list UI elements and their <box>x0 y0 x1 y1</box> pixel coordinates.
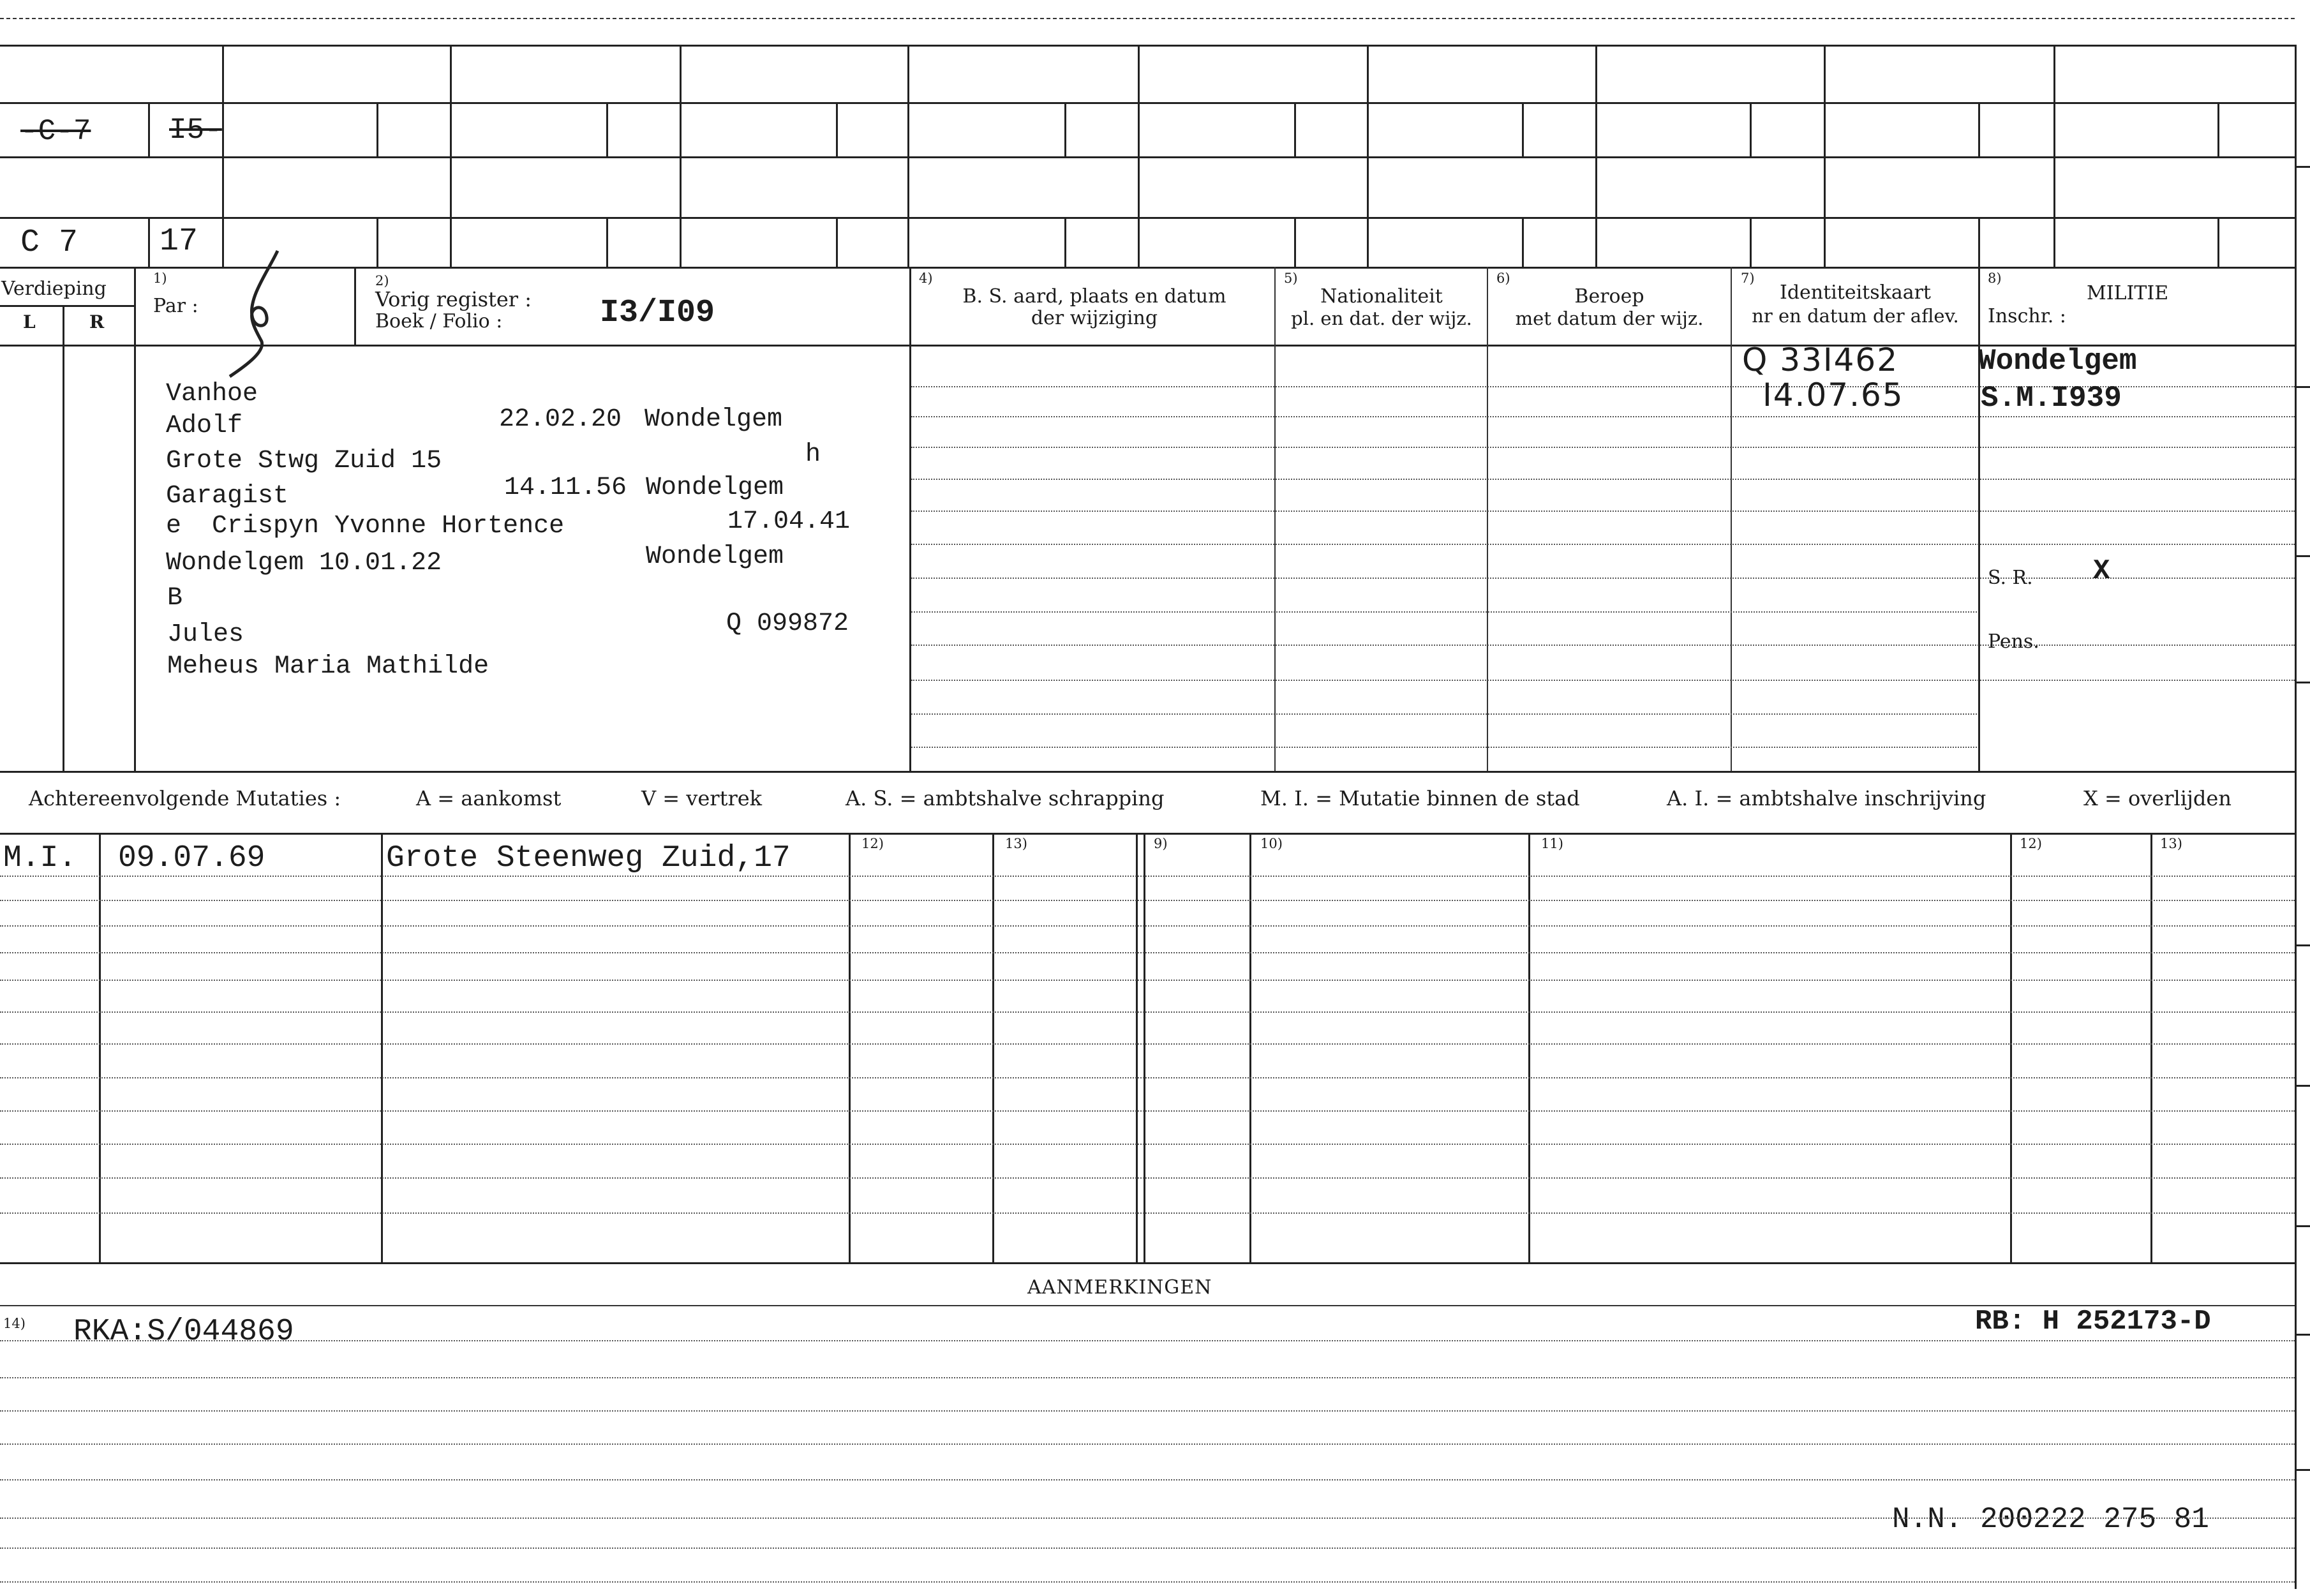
residence-date: 14.11.56 <box>504 474 627 502</box>
first-name: Adolf <box>166 412 243 440</box>
col5-header-line1: Nationaliteit <box>1320 285 1443 308</box>
row1-code: -C-7 <box>20 115 91 148</box>
col4-header-line1: B. S. aard, plaats en datum <box>962 285 1226 308</box>
remarks-rb: RB: H 252173-D <box>1975 1306 2211 1338</box>
row2-number: 17 <box>160 223 198 260</box>
legend-official-registration: A. I. = ambtshalve inschrijving <box>1667 786 1986 810</box>
mother-name: Meheus Maria Mathilde <box>167 652 489 681</box>
row2-code: C 7 <box>20 225 78 261</box>
boek-folio-label: Boek / Folio : <box>375 310 503 332</box>
mutation-entry-type: M.I. <box>3 841 77 876</box>
legend-internal-move: M. I. = Mutatie binnen de stad <box>1260 786 1580 810</box>
col7-header-line1: Identiteitskaart <box>1780 281 1931 304</box>
remarks-rka: RKA:S/044869 <box>73 1315 294 1349</box>
col8-number: 8) <box>1988 271 2002 286</box>
residence-place: Wondelgem <box>646 474 784 502</box>
identity-card-number: Q 33I462 <box>1742 341 1899 378</box>
remarks-title: AANMERKINGEN <box>1027 1276 1212 1299</box>
spouse-name: e Crispyn Yvonne Hortence <box>166 512 565 541</box>
legend-departure: V = vertrek <box>641 786 763 810</box>
sr-label: S. R. <box>1988 567 2033 589</box>
mut-col-11: 11) <box>1541 836 1563 851</box>
legend-official-removal: A. S. = ambtshalve schrapping <box>846 786 1165 810</box>
mut-col-12-right: 12) <box>2020 836 2042 851</box>
mut-col-12: 12) <box>861 836 884 851</box>
floor-l-label: L <box>23 311 36 332</box>
father-name: Jules <box>167 620 244 649</box>
birth-place: Wondelgem <box>645 405 783 434</box>
par-signature-mark <box>223 246 306 380</box>
vorig-register-label: Vorig register : <box>375 287 532 311</box>
legend-intro: Achtereenvolgende Mutaties : <box>29 786 341 810</box>
mut-col-13-right: 13) <box>2160 836 2182 851</box>
boek-folio-value: I3/I09 <box>600 295 715 331</box>
marriage-date: 17.04.41 <box>727 507 851 536</box>
col7-number: 7) <box>1741 271 1755 286</box>
remarks-nn: N.N. 200222 275 81 <box>1892 1503 2209 1536</box>
spouse-id: Q 099872 <box>726 609 849 638</box>
spouse-birth: Wondelgem 10.01.22 <box>166 549 442 578</box>
col4-number: 4) <box>919 271 933 286</box>
status-mark: h <box>805 440 821 469</box>
vorig-number: 2) <box>375 273 389 288</box>
militia-class: S.M.I939 <box>1981 382 2122 415</box>
par-number: 1) <box>153 271 167 286</box>
col7-header-line2: nr en datum der aflev. <box>1752 305 1959 327</box>
col6-header-line2: met datum der wijz. <box>1515 308 1704 329</box>
legend-arrival: A = aankomst <box>416 786 562 810</box>
row1-number: I5- <box>169 114 222 147</box>
mutation-entry-address: Grote Steenweg Zuid,17 <box>386 841 791 876</box>
militie-inschr-label: Inschr. : <box>1988 305 2066 327</box>
col5-number: 5) <box>1284 271 1298 286</box>
mut-col-13: 13) <box>1005 836 1027 851</box>
birth-date: 22.02.20 <box>499 405 622 434</box>
sr-value: X <box>2093 555 2110 587</box>
militia-place: Wondelgem <box>1978 345 2137 378</box>
mut-col-10: 10) <box>1260 836 1283 851</box>
marriage-place: Wondelgem <box>646 542 784 571</box>
verdieping-label: Verdieping <box>1 278 107 300</box>
address: Grote Stwg Zuid 15 <box>166 447 442 475</box>
mut-col-9: 9) <box>1154 836 1168 851</box>
mutation-entry-date: 09.07.69 <box>118 841 265 876</box>
legend-death: X = overlijden <box>2083 786 2232 810</box>
col5-header-line2: pl. en dat. der wijz. <box>1291 308 1472 329</box>
profession: Garagist <box>166 482 289 511</box>
par-label: Par : <box>153 295 198 317</box>
col4-header-line2: der wijziging <box>1031 307 1158 329</box>
floor-r-label: R <box>89 311 105 332</box>
identity-card-date: I4.07.65 <box>1762 377 1904 414</box>
surname: Vanhoe <box>166 380 258 408</box>
col6-number: 6) <box>1496 271 1510 286</box>
col6-header-line1: Beroep <box>1574 285 1644 308</box>
pens-label: Pens. <box>1988 630 2039 653</box>
remarks-number: 14) <box>3 1316 26 1331</box>
militie-title: MILITIE <box>2087 282 2169 304</box>
nationality-code: B <box>167 584 183 613</box>
